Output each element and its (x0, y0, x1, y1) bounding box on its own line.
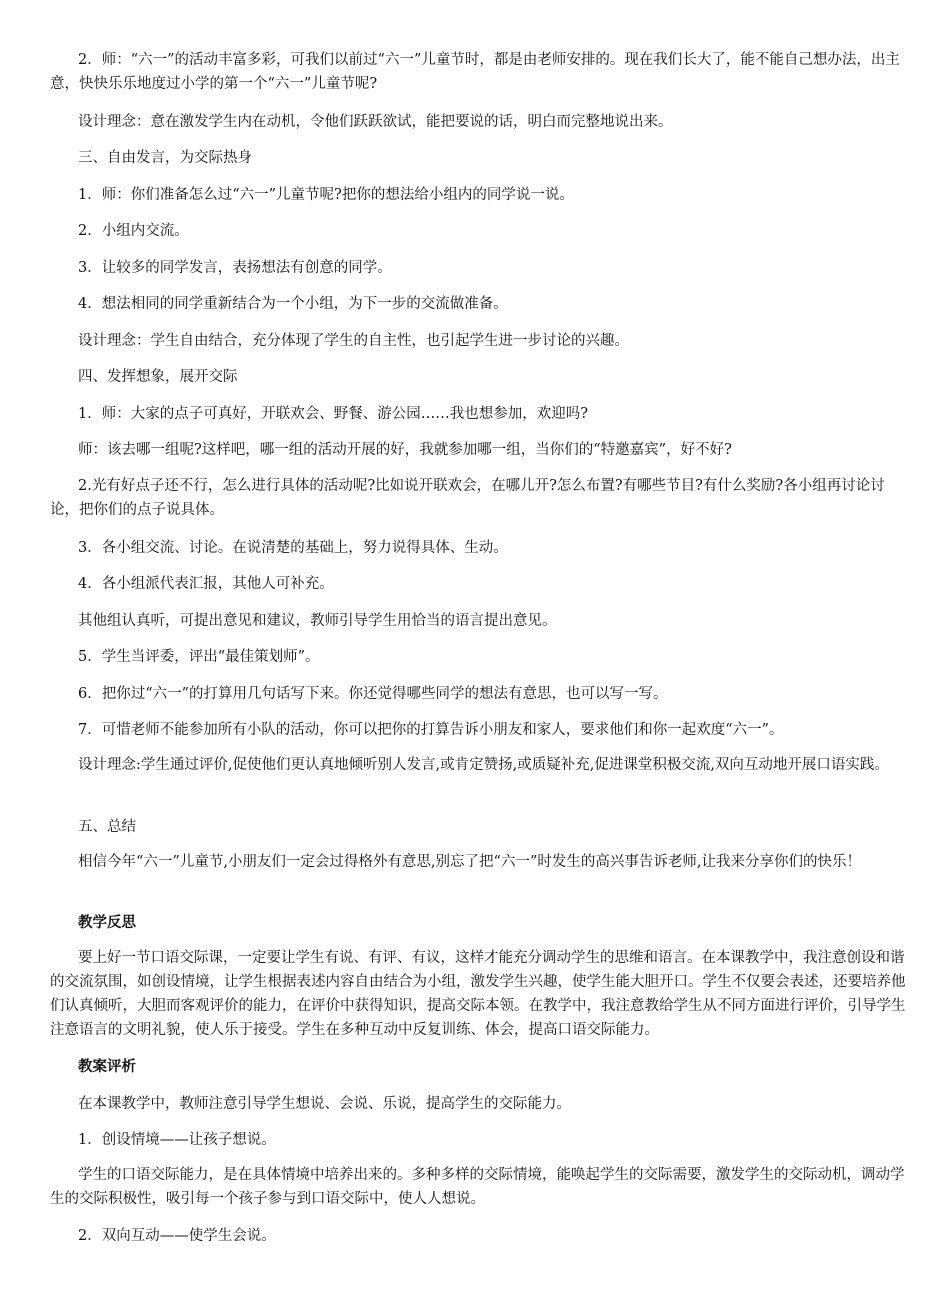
paragraph-5: 2．小组内交流。 (78, 223, 189, 239)
section-heading-3: 三、自由发言，为交际热身 (78, 150, 252, 166)
heading-teaching-reflection: 教学反思 (78, 914, 136, 931)
paragraph-reflection: 要上好一节口语交际课，一定要让学生有说、有评、有议，这样才能充分调动学生的思维和语言。在本课教学中，我注意创设和谐的交流氛围，如创设情境，让学生根据表述内容自由结合为小组，激发学生兴趣，使学生能大胆开口。学生不仅要会表述，还要培养他们认真倾听，大胆而客观评价的能力，在评价中获得知识，提高交际本领。在教学中，我注意教给学生从不同方面进行评价，引导学生注意语言的文明礼貌，使人乐于接受。学生在多种互动中反复训练、体会，提高口语交际能力。 (50, 950, 906, 1038)
paragraph-11: 师：该去哪一组呢?这样吧，哪一组的活动开展的好，我就参加哪一组，当你们的“特邀嘉宾”，好不好? (78, 442, 732, 458)
paragraph-2: 设计理念：意在激发学生内在动机，令他们跃跃欲试，能把要说的话，明白而完整地说出来。 (78, 114, 673, 130)
paragraph-25: 在本课教学中，教师注意引导学生想说、会说、乐说，提高学生的交际能力。 (78, 1096, 571, 1112)
paragraph-1: 2．师：“六一”的活动丰富多彩，可我们以前过“六一”儿童节时，都是由老师安排的。现在我们长大了，能不能自己想办法，出主意，快快乐乐地度过小学的第一个“六一”儿童节呢? (50, 52, 900, 92)
paragraph-12: 2.光有好点子还不行，怎么进行具体的活动呢?比如说开联欢会，在哪儿开?怎么布置?有哪些节目?有什么奖励?各小组再讨论讨论，把你们的点子说具体。 (50, 478, 885, 518)
paragraph-16: 5．学生当评委，评出“最佳策划师”。 (78, 649, 320, 665)
paragraph-8: 设计理念：学生自由结合，充分体现了学生的自主性，也引起学生进一步讨论的兴趣。 (78, 333, 629, 349)
paragraph-19: 设计理念:学生通过评价,促使他们更认真地倾听别人发言,或肯定赞扬,或质疑补充,促进课堂积极交流,双向互动地开展口语实践。 (78, 757, 889, 773)
paragraph-28: 2．双向互动——使学生会说。 (78, 1228, 276, 1244)
paragraph-6: 3．让较多的同学发言，表扬想法有创意的同学。 (78, 260, 392, 276)
paragraph-7: 4．想法相同的同学重新结合为一个小组，为下一步的交流做准备。 (78, 296, 508, 312)
paragraph-26: 1．创设情境——让孩子想说。 (78, 1132, 276, 1148)
section-heading-4: 四、发挥想象，展开交际 (78, 369, 238, 385)
paragraph-21: 相信今年“六一”儿童节,小朋友们一定会过得格外有意思,别忘了把“六一”时发生的高兴事告诉老师,让我来分享你们的快乐！ (78, 854, 861, 870)
paragraph-17: 6．把你过“六一”的打算用几句话写下来。你还觉得哪些同学的想法有意思，也可以写一写。 (78, 686, 668, 702)
paragraph-15: 其他组认真听，可提出意见和建议，教师引导学生用恰当的语言提出意见。 (78, 613, 557, 629)
paragraph-27: 学生的口语交际能力，是在具体情境中培养出来的。多种多样的交际情境，能唤起学生的交际需要，激发学生的交际动机，调动学生的交际积极性，吸引每一个孩子参与到口语交际中，使人人想说。 (50, 1167, 905, 1207)
heading-lesson-evaluation: 教案评析 (78, 1058, 136, 1075)
paragraph-13: 3．各小组交流、讨论。在说清楚的基础上，努力说得具体、生动。 (78, 540, 508, 556)
section-heading-5: 五、总结 (78, 819, 136, 835)
paragraph-18: 7．可惜老师不能参加所有小队的活动，你可以把你的打算告诉小朋友和家人，要求他们和你一起欢度“六一”。 (78, 722, 784, 738)
paragraph-4: 1．师：你们准备怎么过“六一”儿童节呢?把你的想法给小组内的同学说一说。 (78, 187, 574, 203)
paragraph-14: 4．各小组派代表汇报，其他人可补充。 (78, 576, 334, 592)
paragraph-10: 1．师：大家的点子可真好，开联欢会、野餐、游公园……我也想参加，欢迎吗? (78, 406, 588, 422)
